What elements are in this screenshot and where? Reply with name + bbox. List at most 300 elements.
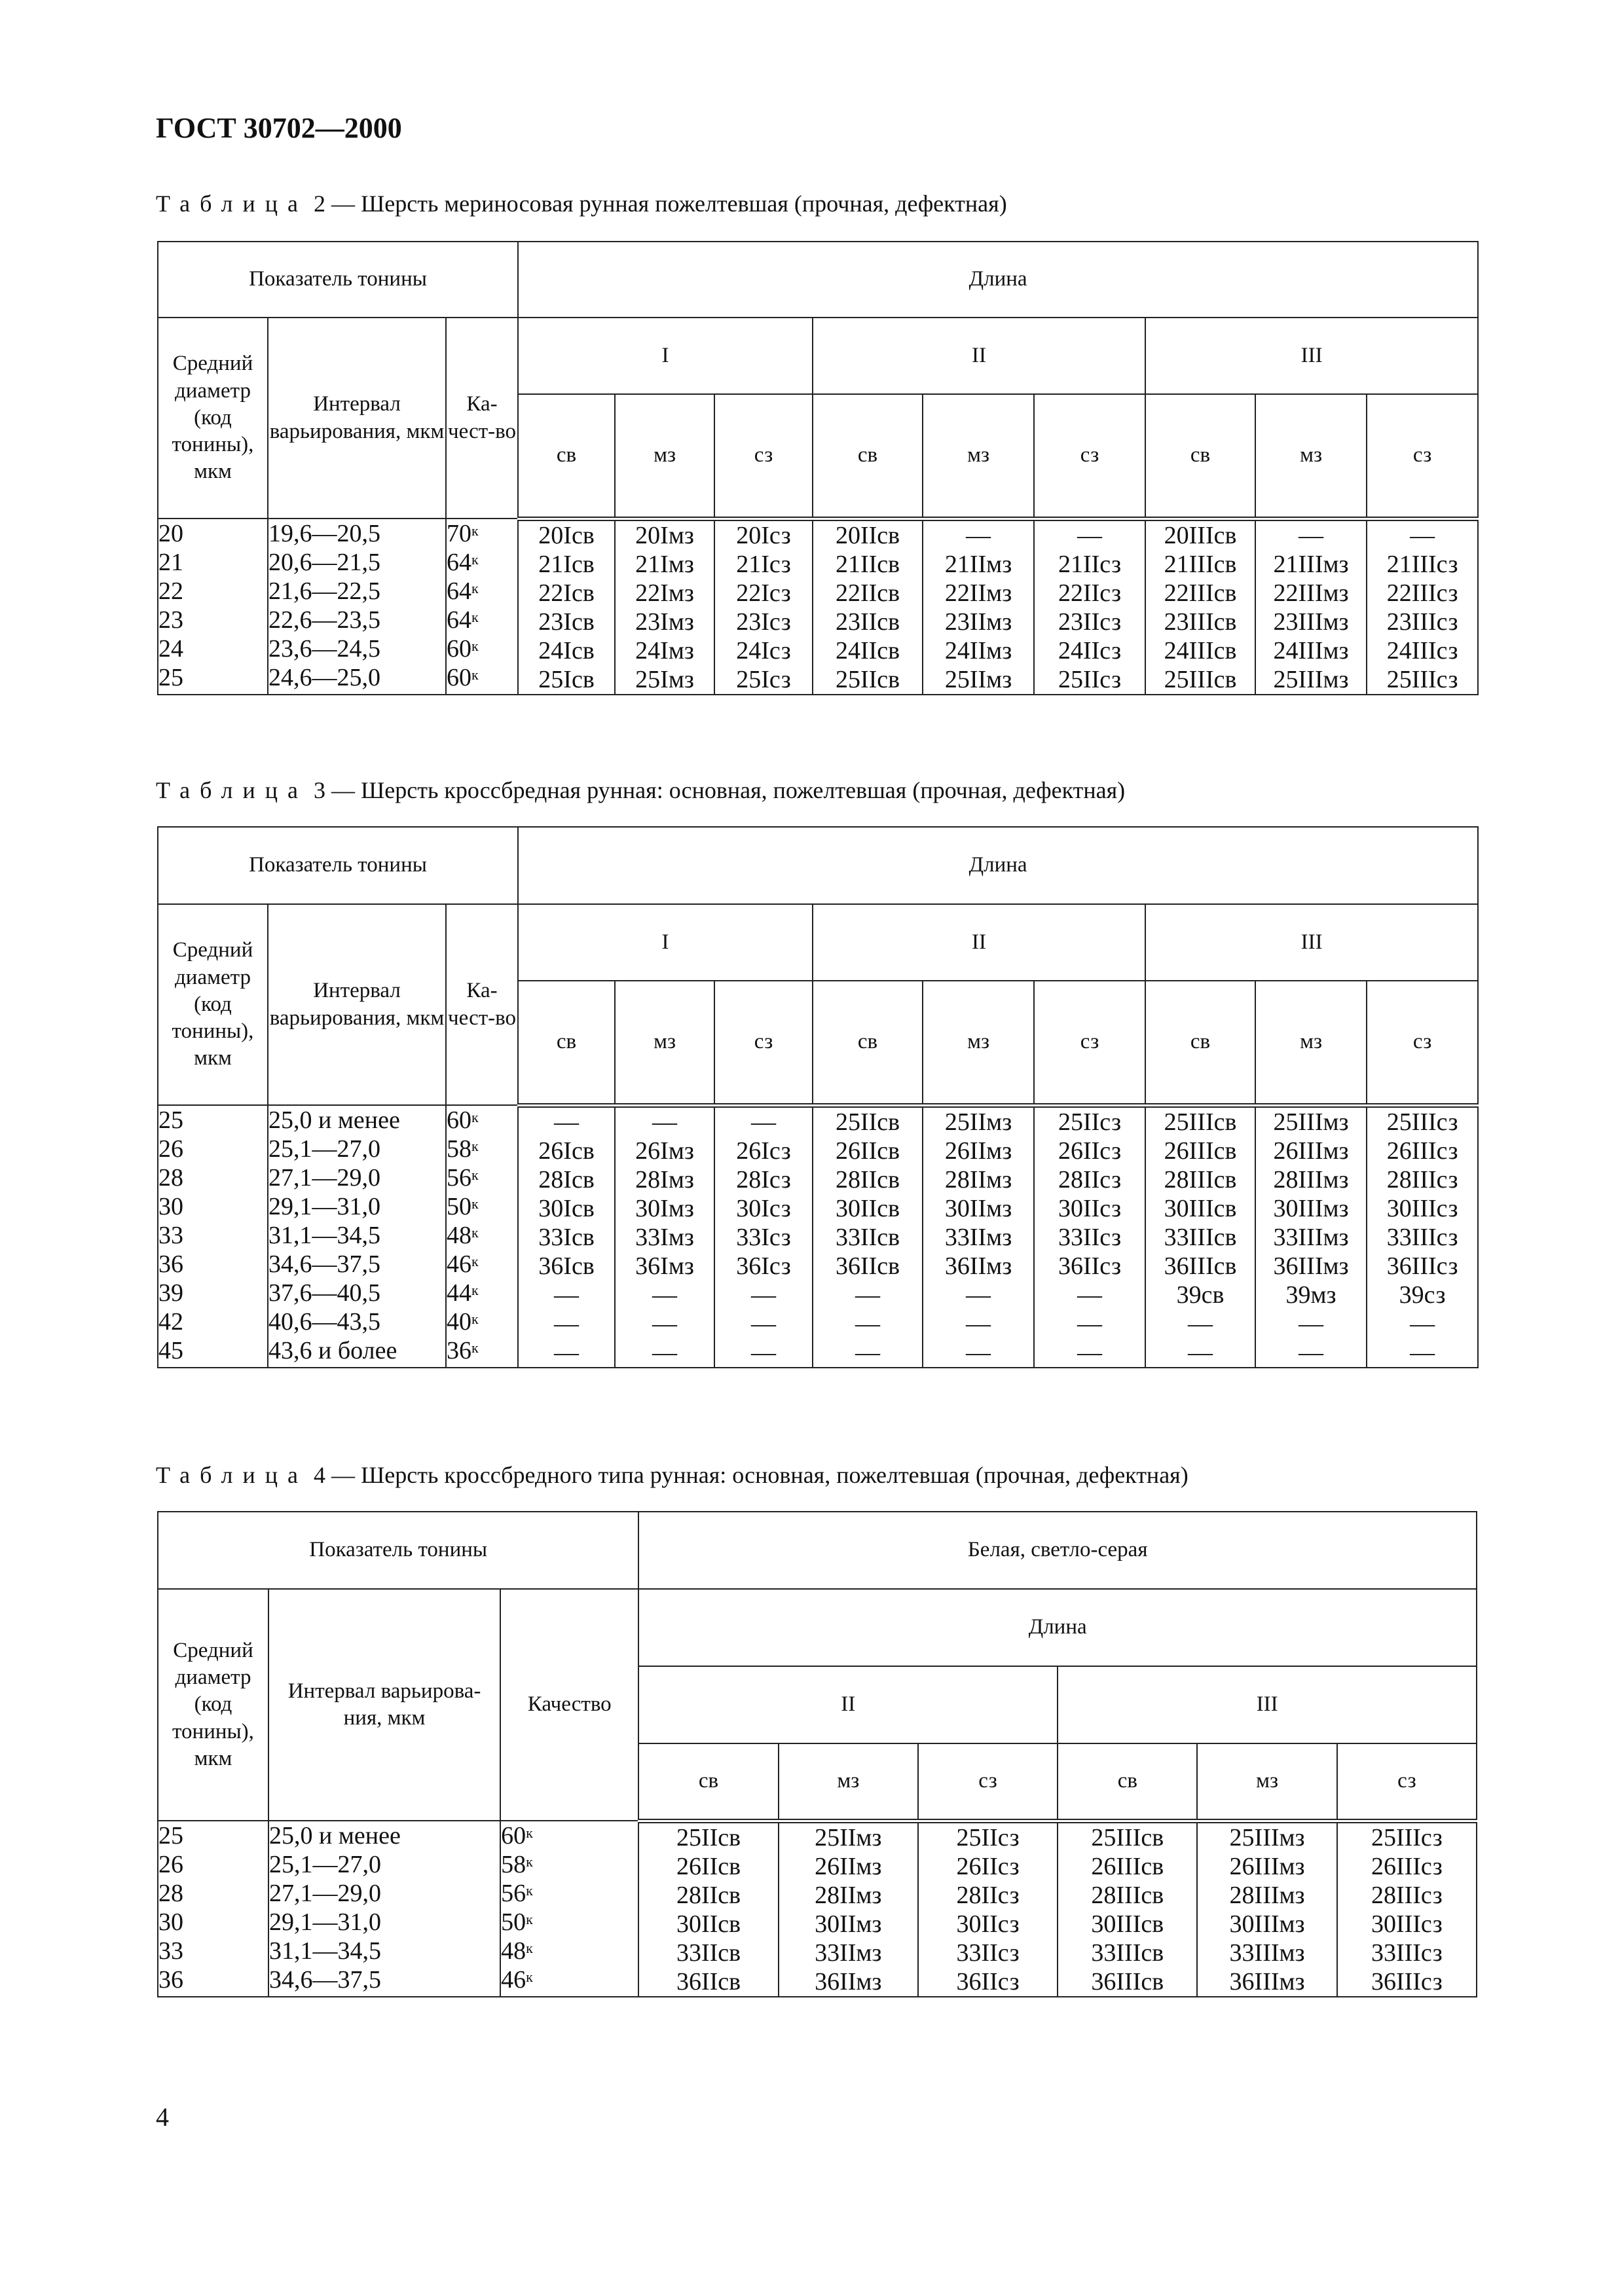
table-cell: 21IIIсз [1386,550,1458,578]
table-column-8 [1337,1821,1477,1997]
quality-suffix: к [526,1911,533,1927]
table-cell: 25Iмз [635,665,694,693]
table-cell: 25Iсв [538,665,595,693]
table-cell: 30IIIмз [1229,1910,1305,1938]
quality-value: 70 [447,520,471,547]
header-sub: мз [1197,1743,1336,1821]
table-column-4 [779,1821,918,1997]
table-cell: 36 [158,1966,183,1994]
table-cell: 24Iсз [736,636,791,665]
table-cell [447,1336,517,1365]
table-cell: 36IIIсз [1386,1252,1458,1280]
table-cell: 34,6—37,5 [268,1250,380,1278]
table-column-6 [813,1105,923,1368]
table-cell: 22IIIмз [1273,579,1349,607]
table-cell: 21Iсз [736,550,791,578]
table-cell: 36IIмз [815,1967,882,1995]
table-cell: 21Iсв [538,550,595,578]
table-column-6 [813,519,923,695]
table-cell: 33 [158,1937,183,1965]
table-cell: 29,1—31,0 [268,1193,380,1220]
table-cell: 33IIIмз [1273,1223,1349,1251]
header-class-III: III [1145,318,1478,394]
quality-value: 46 [447,1250,471,1278]
table-column-9 [1145,1105,1255,1368]
header-quality: Ка-чест-во [446,904,518,1105]
table-cell: — [554,1309,580,1338]
header-sub: св [813,981,923,1105]
table-cell: 23Iсв [538,608,595,636]
table-cell: 20IIIсв [1164,521,1237,549]
table-cell: 30Iсз [736,1194,791,1222]
header-class-II: II [813,318,1145,394]
quality-suffix: к [471,1282,479,1298]
table-cell [447,663,517,692]
caption-text: 2 — Шерсть мериносовая рунная пожелтевшая (прочная, дефектная) [313,191,1007,217]
table-cell: 26 [158,1135,183,1163]
header-sub: мз [1255,981,1367,1105]
table-cell: 20Iсз [736,521,791,549]
table-cell: 33Iсв [538,1223,595,1251]
table-cell: 24 [158,635,183,663]
table-cell: 42 [158,1308,183,1336]
table-column-3 [518,1105,615,1368]
table-cell: 22IIсв [835,579,900,607]
table-column-7 [923,519,1034,695]
quality-value: 64 [447,577,471,605]
table-cell: 22IIсз [1058,579,1122,607]
table-cell: 26IIIсв [1091,1852,1164,1880]
table-cell: 28IIIсв [1091,1881,1164,1909]
table-cell: 26IIIсз [1371,1852,1443,1880]
table-cell: 23 [158,606,183,634]
table-cell: 25IIIмз [1229,1823,1305,1851]
table-cell: 26Iсв [538,1137,595,1165]
table-cell: — [652,1309,678,1338]
table-cell: 39св [1176,1281,1225,1309]
header-sub: св [638,1743,778,1821]
table-cell: 21IIсв [835,550,900,578]
quality-suffix: к [471,666,479,683]
quality-value: 60 [447,635,471,663]
table-cell: 26IIсв [835,1137,900,1165]
table-cell: 33IIсз [956,1939,1020,1967]
table-cell: 22IIIсз [1386,579,1458,607]
quality-suffix: к [471,1167,479,1183]
header-sub: сз [1367,394,1478,519]
table-cell: — [1188,1309,1213,1338]
table-cell: 30IIIсв [1164,1194,1237,1222]
table-cell: — [1077,1281,1103,1309]
table-cell: 30IIмз [815,1910,882,1938]
table-cell: — [652,1338,678,1366]
table-cell: 24IIIсв [1164,636,1237,665]
quality-value: 48 [447,1222,471,1249]
table-cell: — [966,1338,991,1366]
table-cell: 33IIIсз [1386,1223,1458,1251]
header-mean-diameter: Средний диаметр (код тонины), мкм [158,318,268,519]
quality-suffix: к [471,609,479,625]
table-cell: 34,6—37,5 [269,1966,381,1994]
table-cell: 30IIсз [1058,1194,1122,1222]
table-cell: 28IIсз [956,1881,1020,1909]
table-cell: — [1077,521,1103,549]
header-class-III: III [1058,1666,1477,1743]
table-cell: 24IIсв [835,636,900,665]
quality-suffix: к [471,1138,479,1154]
quality-value: 50 [447,1193,471,1220]
header-sub: мз [1255,394,1367,519]
header-class-I: I [518,904,813,981]
table-cell: 23IIмз [944,608,1012,636]
table-cell: 26Iмз [635,1137,694,1165]
table-cell [447,1192,517,1221]
table-cell: 22IIмз [944,579,1012,607]
table-cell: 22Iсв [538,579,595,607]
table-cell [447,548,517,577]
header-class-II: II [813,904,1145,981]
table-column-2 [446,1105,518,1368]
quality-value: 56 [447,1164,471,1192]
table-cell: 25IIIмз [1273,1108,1349,1136]
table-cell: — [855,1281,881,1309]
header-sub: мз [779,1743,918,1821]
table-cell: 25IIмз [944,665,1012,693]
table-column-3 [638,1821,778,1997]
table-cell: 29,1—31,0 [269,1908,381,1936]
table-cell: 24IIIмз [1273,636,1349,665]
header-sub: сз [714,394,813,519]
table-4 [157,1511,1477,1997]
quality-suffix: к [526,1853,533,1870]
table-cell: — [966,1309,991,1338]
quality-value: 58 [501,1851,526,1878]
table-cell: — [1077,1338,1103,1366]
quality-value: 46 [501,1966,526,1994]
table-cell: 25IIIмз [1273,665,1349,693]
table-2 [157,241,1479,695]
table-column-5 [714,519,813,695]
table-cell: 23IIсз [1058,608,1122,636]
table-cell: 28IIсв [835,1165,900,1194]
header-quality: Качество [500,1589,638,1821]
table-cell: 28IIIмз [1229,1881,1305,1909]
table-4-caption [156,1461,1189,1489]
table-column-1 [268,519,446,695]
table-cell: 24IIIсз [1386,636,1458,665]
quality-suffix: к [471,1195,479,1212]
table-cell: 28 [158,1164,183,1192]
table-cell: 33IIсв [676,1939,741,1967]
table-cell: 25Iсз [736,665,791,693]
table-cell [447,1307,517,1336]
quality-suffix: к [526,1825,533,1841]
table-cell: — [1077,1309,1103,1338]
header-indicator: Показатель тонины [158,1512,638,1589]
table-cell: 22 [158,577,183,605]
quality-suffix: к [526,1940,533,1956]
table-cell: 28Iсз [736,1165,791,1194]
header-class-I: I [518,318,813,394]
header-indicator: Показатель тонины [158,242,518,318]
table-cell: 25,1—27,0 [268,1135,380,1163]
table-cell: 36Iмз [635,1252,694,1280]
header-quality: Ка-чест-во [446,318,518,519]
table-cell: 26IIIсз [1386,1137,1458,1165]
table-cell [447,1250,517,1279]
table-cell: — [1299,1338,1324,1366]
table-cell: 31,1—34,5 [269,1937,381,1965]
table-body [158,519,1478,695]
table-cell: 30 [158,1193,183,1220]
table-cell: 25,1—27,0 [269,1851,381,1878]
table-cell: — [1188,1338,1213,1366]
quality-suffix: к [471,551,479,568]
table-cell: 30IIсв [676,1910,741,1938]
caption-word: Таблица [156,1462,308,1488]
table-cell: 39сз [1399,1281,1446,1309]
table-cell: 30IIIмз [1273,1194,1349,1222]
header-color-group: Белая, светло-серая [638,1512,1477,1589]
table-cell: 40,6—43,5 [268,1308,380,1336]
table-cell: 25IIIсв [1164,1108,1237,1136]
caption-text: 3 — Шерсть кроссбредная рунная: основная, пожелтевшая (прочная, дефектная) [313,777,1126,803]
table-cell: 21IIсз [1058,550,1122,578]
table-cell: — [554,1338,580,1366]
table-cell: 28IIсв [676,1881,741,1909]
table-cell: 36IIсз [1058,1252,1122,1280]
quality-value: 58 [447,1135,471,1163]
header-sub: сз [1034,394,1145,519]
table-cell [447,577,517,606]
table-cell: 43,6 и более [268,1337,397,1364]
table-cell: 25IIIсз [1386,665,1458,693]
header-sub: мз [615,981,714,1105]
quality-suffix: к [471,522,479,539]
header-mean-diameter: Средний диаметр (код тонины), мкм [158,904,268,1105]
table-cell: 28IIIсз [1371,1881,1443,1909]
table-cell: 25IIсв [835,665,900,693]
quality-value: 60 [447,664,471,691]
table-column-1 [268,1821,500,1997]
table-cell: — [1410,521,1435,549]
table-cell: — [751,1108,777,1136]
quality-value: 36 [447,1337,471,1364]
quality-suffix: к [471,1253,479,1269]
table-column-7 [1197,1821,1336,1997]
table-cell: — [554,1281,580,1309]
table-column-8 [1034,1105,1145,1368]
table-column-11 [1367,1105,1478,1368]
header-sub: мз [923,394,1034,519]
table-cell: 22IIIсв [1164,579,1237,607]
table-cell [501,1937,638,1965]
table-cell: 36IIIсз [1371,1967,1443,1995]
table-cell: 25IIIсв [1091,1823,1164,1851]
table-cell [501,1850,638,1879]
header-length: Длина [518,242,1478,318]
table-cell [447,519,517,548]
caption-text: 4 — Шерсть кроссбредного типа рунная: основная, пожелтевшая (прочная, дефектная) [313,1462,1189,1488]
table-cell: 23IIIмз [1273,608,1349,636]
table-cell: 25 [158,1106,183,1134]
header-sub: сз [918,1743,1058,1821]
table-cell: 24IIсз [1058,636,1122,665]
table-cell: 36IIIсв [1091,1967,1164,1995]
table-cell: 23,6—24,5 [268,635,380,663]
table-cell: 28Iсв [538,1165,595,1194]
table-column-10 [1255,519,1367,695]
table-cell: 22Iмз [635,579,694,607]
quality-value: 44 [447,1279,471,1307]
table-cell: 36IIсз [956,1967,1020,1995]
quality-suffix: к [471,638,479,654]
table-cell: — [554,1108,580,1136]
table-cell: 26IIIмз [1229,1852,1305,1880]
page-number: 4 [156,2102,169,2132]
table-cell: 25IIсв [676,1823,741,1851]
table-cell: 25IIIсз [1386,1108,1458,1136]
quality-suffix: к [471,1311,479,1327]
table-column-4 [615,1105,714,1368]
header-class-II: II [638,1666,1058,1743]
table-cell: 36IIсв [835,1252,900,1280]
quality-suffix: к [471,1339,479,1356]
table-cell: 23IIсв [835,608,900,636]
table-cell: 30IIIсз [1371,1910,1443,1938]
table-cell: 21IIмз [944,550,1012,578]
table-cell: 39мз [1285,1281,1336,1309]
table-cell: 26IIIмз [1273,1137,1349,1165]
quality-value: 60 [501,1822,526,1850]
table-cell: 36IIIмз [1273,1252,1349,1280]
table-cell: 20IIсв [835,521,900,549]
table-cell: 23Iсз [736,608,791,636]
table-body [158,1105,1478,1368]
table-cell: 26 [158,1851,183,1878]
table-cell: — [751,1309,777,1338]
table-cell: 26Iсз [736,1137,791,1165]
table-cell: 28IIсз [1058,1165,1122,1194]
table-cell: 28IIIсз [1386,1165,1458,1194]
table-column-7 [923,1105,1034,1368]
table-cell: 26IIIсв [1164,1137,1237,1165]
table-cell: — [1299,521,1324,549]
table-cell: 30IIIсз [1386,1194,1458,1222]
table-cell: — [652,1281,678,1309]
table-3 [157,826,1479,1368]
table-column-0 [158,1105,268,1368]
table-cell: 25IIсз [956,1823,1020,1851]
header-length: Длина [518,827,1478,904]
table-cell: 21IIIмз [1273,550,1349,578]
quality-suffix: к [471,580,479,596]
table-cell: 30IIсв [835,1194,900,1222]
table-cell [501,1821,638,1850]
table-column-8 [1034,519,1145,695]
table-cell: 26IIмз [944,1137,1012,1165]
quality-value: 50 [501,1908,526,1936]
header-indicator: Показатель тонины [158,827,518,904]
table-cell: 33IIмз [815,1939,882,1967]
table-body [158,1821,1477,1997]
table-cell [447,1279,517,1307]
table-cell: 28Iмз [635,1165,694,1194]
table-cell: 30IIIсв [1091,1910,1164,1938]
table-3-caption [156,776,1125,804]
table-cell: 30IIсз [956,1910,1020,1938]
table-cell: 23IIIсз [1386,608,1458,636]
header-class-III: III [1145,904,1478,981]
caption-word: Таблица [156,777,308,803]
table-cell: 28 [158,1880,183,1907]
table-cell: — [1299,1309,1324,1338]
table-cell: 33 [158,1222,183,1249]
header-sub: св [518,394,615,519]
table-cell [447,634,517,663]
quality-suffix: к [526,1882,533,1899]
table-cell: 33IIсв [835,1223,900,1251]
table-cell: 25IIIсв [1164,665,1237,693]
table-column-11 [1367,519,1478,695]
header-sub: сз [1034,981,1145,1105]
table-cell: 36 [158,1250,183,1278]
table-cell: 25IIмз [944,1108,1012,1136]
header-sub: св [1145,981,1255,1105]
table-cell: 26IIсв [676,1852,741,1880]
table-cell: 21IIIсв [1164,550,1237,578]
table-cell: 33IIсз [1058,1223,1122,1251]
table-cell: 26IIсз [956,1852,1020,1880]
table-cell: 36IIмз [944,1252,1012,1280]
table-cell: 25IIсз [1058,1108,1122,1136]
header-sub: сз [1367,981,1478,1105]
table-column-2 [446,519,518,695]
table-cell: 39 [158,1279,183,1307]
table-cell: 33IIIсв [1091,1939,1164,1967]
quality-value: 56 [501,1880,526,1907]
quality-suffix: к [526,1969,533,1985]
table-column-0 [158,519,268,695]
table-column-3 [518,519,615,695]
table-cell: — [966,1281,991,1309]
table-cell: 45 [158,1337,183,1364]
table-column-10 [1255,1105,1367,1368]
table-cell: 28IIIсв [1164,1165,1237,1194]
table-cell [447,1135,517,1163]
table-2-caption [156,190,1007,217]
table-cell: 24IIмз [944,636,1012,665]
table-cell: 37,6—40,5 [268,1279,380,1307]
table-cell: 25IIIсз [1371,1823,1443,1851]
table-cell: 36IIсв [676,1967,741,1995]
table-cell: — [751,1338,777,1366]
table-cell: 21,6—22,5 [268,577,380,605]
table-cell: 33IIIмз [1229,1939,1305,1967]
table-cell: 25IIсв [835,1108,900,1136]
table-cell: — [1410,1309,1435,1338]
table-cell: 24Iмз [635,636,694,665]
header-sub: сз [714,981,813,1105]
table-cell: — [966,521,991,549]
table-cell: 22,6—23,5 [268,606,380,634]
quality-value: 60 [447,1106,471,1134]
table-cell: 31,1—34,5 [268,1222,380,1249]
table-cell [501,1908,638,1937]
header-sub: св [813,394,923,519]
table-cell: 30 [158,1908,183,1936]
table-cell: 36IIIмз [1229,1967,1305,1995]
